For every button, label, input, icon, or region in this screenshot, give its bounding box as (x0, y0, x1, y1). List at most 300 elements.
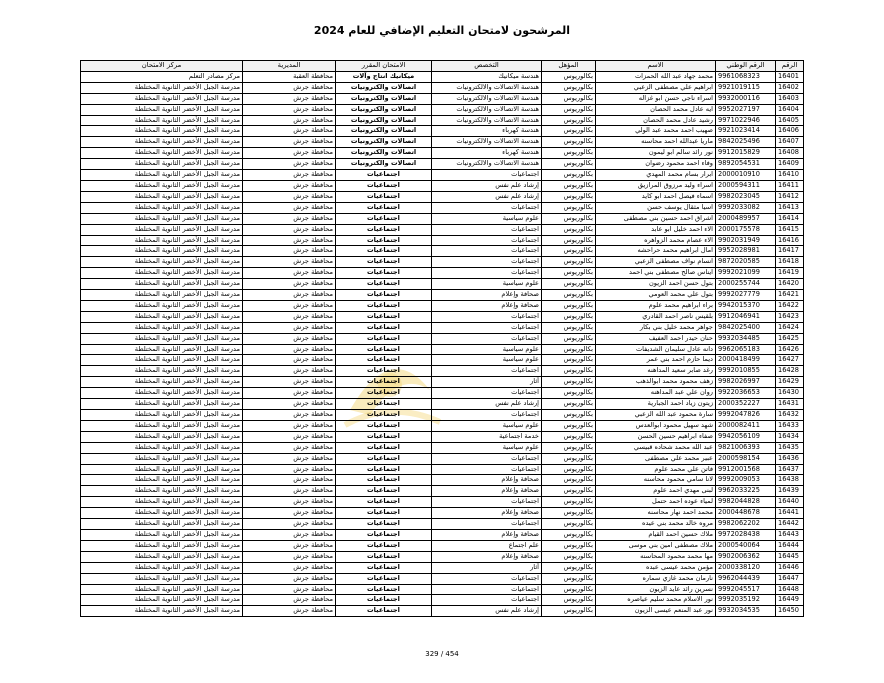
cell-directorate: محافظة جرش (243, 180, 336, 191)
cell-center: مدرسة الجبل الأخضر الثانوية المختلطة (81, 388, 243, 399)
header-specialty: التخصص (432, 61, 542, 72)
cell-num: 16432 (776, 410, 804, 421)
cell-exam: اجتماعيات (336, 279, 432, 290)
cell-center: مدرسة الجبل الأخضر الثانوية المختلطة (81, 573, 243, 584)
cell-specialty: خدمة اجتماعية (432, 431, 542, 442)
cell-exam: اجتماعيات (336, 595, 432, 606)
cell-national-id: 9992045517 (716, 584, 776, 595)
cell-qualification: بكالوريوس (542, 115, 596, 126)
cell-center: مدرسة الجبل الأخضر الثانوية المختلطة (81, 410, 243, 421)
cell-directorate: محافظة جرش (243, 224, 336, 235)
cell-num: 16415 (776, 224, 804, 235)
cell-exam: اجتماعيات (336, 562, 432, 573)
cell-specialty: اجتماعيات (432, 322, 542, 333)
cell-num: 16449 (776, 595, 804, 606)
cell-specialty: صحافة وإعلام (432, 486, 542, 497)
cell-national-id: 2000082411 (716, 420, 776, 431)
cell-center: مدرسة الجبل الأخضر الثانوية المختلطة (81, 551, 243, 562)
cell-national-id: 2000255744 (716, 279, 776, 290)
cell-num: 16434 (776, 431, 804, 442)
cell-qualification: بكالوريوس (542, 104, 596, 115)
cell-exam: اجتماعيات (336, 519, 432, 530)
cell-directorate: محافظة جرش (243, 268, 336, 279)
cell-num: 16440 (776, 497, 804, 508)
cell-qualification: بكالوريوس (542, 486, 596, 497)
cell-name: بتول حسن احمد الزيون (596, 279, 716, 290)
cell-directorate: محافظة جرش (243, 431, 336, 442)
cell-qualification: بكالوريوس (542, 540, 596, 551)
header-name: الاسم (596, 61, 716, 72)
cell-num: 16405 (776, 115, 804, 126)
cell-exam: اجتماعيات (336, 551, 432, 562)
cell-num: 16423 (776, 311, 804, 322)
cell-qualification: بكالوريوس (542, 562, 596, 573)
cell-num: 16442 (776, 519, 804, 530)
cell-national-id: 9992027779 (716, 290, 776, 301)
cell-name: ماريا عبدالله احمد محاسنه (596, 137, 716, 148)
cell-center: مدرسة الجبل الأخضر الثانوية المختلطة (81, 235, 243, 246)
cell-name: نور الاسلام محمد سليم عياصره (596, 595, 716, 606)
cell-qualification: بكالوريوس (542, 257, 596, 268)
cell-center: مركز مصادر التعلم (81, 71, 243, 82)
cell-qualification: بكالوريوس (542, 595, 596, 606)
cell-national-id: 9942015370 (716, 300, 776, 311)
cell-national-id: 9962065183 (716, 344, 776, 355)
header-center: مركز الامتحان (81, 61, 243, 72)
table-row (81, 410, 804, 421)
cell-qualification: بكالوريوس (542, 224, 596, 235)
cell-specialty: آثار (432, 562, 542, 573)
cell-name: اسراء ناجي حسن ابو غزاله (596, 93, 716, 104)
cell-center: مدرسة الجبل الأخضر الثانوية المختلطة (81, 595, 243, 606)
cell-exam: اجتماعيات (336, 224, 432, 235)
cell-qualification: بكالوريوس (542, 180, 596, 191)
cell-directorate: محافظة جرش (243, 355, 336, 366)
cell-directorate: محافظة جرش (243, 606, 336, 617)
cell-num: 16433 (776, 420, 804, 431)
cell-center: مدرسة الجبل الأخضر الثانوية المختلطة (81, 399, 243, 410)
cell-name: عبير محمد علي مصطفى (596, 453, 716, 464)
table-row (81, 300, 804, 311)
cell-specialty: صحافة وإعلام (432, 551, 542, 562)
table-row (81, 180, 804, 191)
cell-num: 16425 (776, 333, 804, 344)
table-row (81, 311, 804, 322)
cell-qualification: بكالوريوس (542, 126, 596, 137)
table-row (81, 170, 804, 181)
cell-center: مدرسة الجبل الأخضر الثانوية المختلطة (81, 497, 243, 508)
cell-center: مدرسة الجبل الأخضر الثانوية المختلطة (81, 180, 243, 191)
cell-num: 16408 (776, 148, 804, 159)
cell-directorate: محافظة جرش (243, 279, 336, 290)
cell-specialty: اجتماعيات (432, 268, 542, 279)
cell-center: مدرسة الجبل الأخضر الثانوية المختلطة (81, 508, 243, 519)
cell-specialty: اجتماعيات (432, 257, 542, 268)
cell-exam: اجتماعيات (336, 529, 432, 540)
cell-specialty: اجتماعيات (432, 366, 542, 377)
cell-num: 16429 (776, 377, 804, 388)
cell-name: دانه عادل سليمان الشديفات (596, 344, 716, 355)
cell-specialty: إرشاد علم نفس (432, 399, 542, 410)
cell-directorate: محافظة جرش (243, 420, 336, 431)
cell-qualification: بكالوريوس (542, 300, 596, 311)
candidates-table (80, 60, 804, 617)
cell-exam: اجتماعيات (336, 322, 432, 333)
cell-qualification: بكالوريوس (542, 410, 596, 421)
table-row (81, 126, 804, 137)
cell-num: 16435 (776, 442, 804, 453)
cell-national-id: 9912046941 (716, 311, 776, 322)
cell-name: اسيا مثقال يوسف حسن (596, 202, 716, 213)
cell-name: زيتون زياد احمد الجبارية (596, 399, 716, 410)
table-row (81, 268, 804, 279)
cell-national-id: 9922036653 (716, 388, 776, 399)
cell-qualification: بكالوريوس (542, 508, 596, 519)
cell-national-id: 9992010855 (716, 366, 776, 377)
cell-name: ابرار بسام محمد المهدي (596, 170, 716, 181)
cell-exam: ميكانيك انتاج وآلات (336, 71, 432, 82)
cell-specialty: صحافة وإعلام (432, 529, 542, 540)
cell-exam: اجتماعيات (336, 235, 432, 246)
cell-name: ايناس صالح مصطفى بني احمد (596, 268, 716, 279)
cell-name: ايه عادل محمد الحصان (596, 104, 716, 115)
cell-directorate: محافظة جرش (243, 322, 336, 333)
cell-directorate: محافظة جرش (243, 93, 336, 104)
cell-exam: اجتماعيات (336, 257, 432, 268)
page-number: 329 / 454 (425, 650, 459, 658)
cell-num: 16450 (776, 606, 804, 617)
cell-qualification: بكالوريوس (542, 290, 596, 301)
cell-specialty: هندسة الاتصالات والالكترونيات (432, 159, 542, 170)
cell-qualification: بكالوريوس (542, 453, 596, 464)
cell-specialty: اجتماعيات (432, 202, 542, 213)
cell-national-id: 9961068323 (716, 71, 776, 82)
table-row (81, 573, 804, 584)
table-row (81, 540, 804, 551)
cell-qualification: بكالوريوس (542, 311, 596, 322)
table-row (81, 453, 804, 464)
cell-national-id: 9982026997 (716, 377, 776, 388)
cell-qualification: بكالوريوس (542, 93, 596, 104)
cell-national-id: 9992035192 (716, 595, 776, 606)
cell-directorate: محافظة جرش (243, 311, 336, 322)
table-row (81, 279, 804, 290)
cell-qualification: بكالوريوس (542, 388, 596, 399)
table-row (81, 137, 804, 148)
cell-directorate: محافظة جرش (243, 410, 336, 421)
cell-name: نارمان محمد غازي سماره (596, 573, 716, 584)
cell-qualification: بكالوريوس (542, 268, 596, 279)
cell-center: مدرسة الجبل الأخضر الثانوية المختلطة (81, 584, 243, 595)
header-num: الرقم (776, 61, 804, 72)
table-row (81, 93, 804, 104)
cell-directorate: محافظة جرش (243, 170, 336, 181)
table-header-row (81, 61, 804, 72)
cell-qualification: بكالوريوس (542, 584, 596, 595)
cell-name: بلقيس ناصر احمد القادري (596, 311, 716, 322)
cell-directorate: محافظة جرش (243, 562, 336, 573)
cell-center: مدرسة الجبل الأخضر الثانوية المختلطة (81, 213, 243, 224)
table-row (81, 606, 804, 617)
cell-directorate: محافظة جرش (243, 126, 336, 137)
cell-center: مدرسة الجبل الأخضر الثانوية المختلطة (81, 311, 243, 322)
cell-exam: اجتماعيات (336, 584, 432, 595)
cell-center: مدرسة الجبل الأخضر الثانوية المختلطة (81, 377, 243, 388)
cell-exam: اتصالات والكترونيات (336, 137, 432, 148)
cell-center: مدرسة الجبل الأخضر الثانوية المختلطة (81, 300, 243, 311)
cell-specialty: اجتماعيات (432, 170, 542, 181)
cell-exam: اجتماعيات (336, 573, 432, 584)
table-row (81, 224, 804, 235)
cell-center: مدرسة الجبل الأخضر الثانوية المختلطة (81, 224, 243, 235)
cell-qualification: بكالوريوس (542, 148, 596, 159)
table-row (81, 508, 804, 519)
cell-name: رغد صابر سعيد المداهنه (596, 366, 716, 377)
cell-directorate: محافظة جرش (243, 486, 336, 497)
cell-specialty: اجتماعيات (432, 595, 542, 606)
table-row (81, 551, 804, 562)
cell-national-id: 2000175578 (716, 224, 776, 235)
cell-specialty: علوم سياسية (432, 279, 542, 290)
cell-center: مدرسة الجبل الأخضر الثانوية المختلطة (81, 355, 243, 366)
cell-num: 16406 (776, 126, 804, 137)
cell-name: براء ابراهيم محمد علوم (596, 300, 716, 311)
cell-qualification: بكالوريوس (542, 399, 596, 410)
cell-num: 16402 (776, 82, 804, 93)
cell-qualification: بكالوريوس (542, 497, 596, 508)
cell-name: ملاك حسين احمد القيام (596, 529, 716, 540)
cell-national-id: 9902031949 (716, 235, 776, 246)
cell-national-id: 9902006362 (716, 551, 776, 562)
cell-specialty: اجتماعيات (432, 388, 542, 399)
cell-name: محمد جهاد عبد الله الحمزات (596, 71, 716, 82)
cell-name: لمياء عوده احمد حتمل (596, 497, 716, 508)
cell-specialty: هندسة ميكانيك (432, 71, 542, 82)
cell-qualification: بكالوريوس (542, 464, 596, 475)
cell-national-id: 9921019115 (716, 82, 776, 93)
cell-specialty: اجتماعيات (432, 573, 542, 584)
table-row (81, 595, 804, 606)
cell-center: مدرسة الجبل الأخضر الثانوية المختلطة (81, 606, 243, 617)
cell-name: انسام نواف مصطفى الزعبي (596, 257, 716, 268)
cell-num: 16411 (776, 180, 804, 191)
table-row (81, 584, 804, 595)
cell-center: مدرسة الجبل الأخضر الثانوية المختلطة (81, 148, 243, 159)
cell-qualification: بكالوريوس (542, 355, 596, 366)
cell-specialty: علوم سياسية (432, 213, 542, 224)
cell-national-id: 9921023414 (716, 126, 776, 137)
cell-qualification: بكالوريوس (542, 322, 596, 333)
cell-national-id: 2000489957 (716, 213, 776, 224)
cell-qualification: بكالوريوس (542, 213, 596, 224)
cell-qualification: بكالوريوس (542, 202, 596, 213)
cell-center: مدرسة الجبل الأخضر الثانوية المختلطة (81, 562, 243, 573)
cell-national-id: 9992047826 (716, 410, 776, 421)
table-row (81, 562, 804, 573)
table-row (81, 257, 804, 268)
cell-specialty: علم اجتماع (432, 540, 542, 551)
cell-qualification: بكالوريوس (542, 235, 596, 246)
table-row (81, 355, 804, 366)
page-title: المرشحون لامتحان التعليم الإضافي للعام 2024 (313, 24, 571, 37)
cell-national-id: 9952028981 (716, 246, 776, 257)
cell-directorate: محافظة جرش (243, 551, 336, 562)
cell-directorate: محافظة جرش (243, 508, 336, 519)
cell-name: صهيب احمد محمد عبد الولي (596, 126, 716, 137)
cell-exam: اجتماعيات (336, 311, 432, 322)
cell-num: 16426 (776, 344, 804, 355)
cell-center: مدرسة الجبل الأخضر الثانوية المختلطة (81, 344, 243, 355)
table-row (81, 104, 804, 115)
table-row (81, 519, 804, 530)
cell-national-id: 2000010910 (716, 170, 776, 181)
cell-national-id: 9932034485 (716, 333, 776, 344)
cell-exam: اجتماعيات (336, 420, 432, 431)
cell-center: مدرسة الجبل الأخضر الثانوية المختلطة (81, 257, 243, 268)
cell-num: 16438 (776, 475, 804, 486)
cell-num: 16403 (776, 93, 804, 104)
cell-national-id: 9982044828 (716, 497, 776, 508)
cell-national-id: 9962044439 (716, 573, 776, 584)
cell-num: 16437 (776, 464, 804, 475)
cell-directorate: محافظة جرش (243, 519, 336, 530)
cell-num: 16416 (776, 235, 804, 246)
cell-directorate: محافظة جرش (243, 148, 336, 159)
cell-specialty: إرشاد علم نفس (432, 191, 542, 202)
cell-national-id: 2000540064 (716, 540, 776, 551)
cell-exam: اجتماعيات (336, 202, 432, 213)
cell-name: رشيد عادل محمد الحصان (596, 115, 716, 126)
cell-directorate: محافظة جرش (243, 202, 336, 213)
cell-national-id: 9842025400 (716, 322, 776, 333)
cell-national-id: 9892054531 (716, 159, 776, 170)
cell-num: 16404 (776, 104, 804, 115)
cell-qualification: بكالوريوس (542, 475, 596, 486)
table-row (81, 71, 804, 82)
cell-num: 16401 (776, 71, 804, 82)
table-row (81, 148, 804, 159)
cell-directorate: محافظة جرش (243, 104, 336, 115)
table-row (81, 388, 804, 399)
cell-center: مدرسة الجبل الأخضر الثانوية المختلطة (81, 290, 243, 301)
cell-qualification: بكالوريوس (542, 170, 596, 181)
cell-specialty: صحافة وإعلام (432, 300, 542, 311)
cell-specialty: إرشاد علم نفس (432, 606, 542, 617)
cell-center: مدرسة الجبل الأخضر الثانوية المختلطة (81, 464, 243, 475)
cell-num: 16430 (776, 388, 804, 399)
cell-national-id: 2000418499 (716, 355, 776, 366)
table-row (81, 431, 804, 442)
table-row (81, 246, 804, 257)
cell-num: 16412 (776, 191, 804, 202)
table-row (81, 486, 804, 497)
cell-qualification: بكالوريوس (542, 529, 596, 540)
cell-national-id: 2000338120 (716, 562, 776, 573)
cell-name: لبنى مهدي احمد علوم (596, 486, 716, 497)
cell-directorate: محافظة جرش (243, 257, 336, 268)
cell-name: امال ابراهيم محمد حراحشه (596, 246, 716, 257)
cell-name: اسراء وليد مرزوق المرازيق (596, 180, 716, 191)
cell-num: 16419 (776, 268, 804, 279)
cell-specialty: اجتماعيات (432, 497, 542, 508)
cell-center: مدرسة الجبل الأخضر الثانوية المختلطة (81, 115, 243, 126)
table-row (81, 442, 804, 453)
cell-national-id: 9971022946 (716, 115, 776, 126)
table-row (81, 82, 804, 93)
cell-num: 16441 (776, 508, 804, 519)
cell-center: مدرسة الجبل الأخضر الثانوية المختلطة (81, 82, 243, 93)
cell-specialty: علوم سياسية (432, 420, 542, 431)
cell-center: مدرسة الجبل الأخضر الثانوية المختلطة (81, 442, 243, 453)
cell-qualification: بكالوريوس (542, 246, 596, 257)
cell-specialty: هندسة الاتصالات والالكترونيات (432, 137, 542, 148)
cell-national-id: 2000352227 (716, 399, 776, 410)
cell-num: 16427 (776, 355, 804, 366)
cell-name: الاء عصام محمد الزواهره (596, 235, 716, 246)
cell-num: 16414 (776, 213, 804, 224)
cell-center: مدرسة الجبل الأخضر الثانوية المختلطة (81, 475, 243, 486)
cell-qualification: بكالوريوس (542, 442, 596, 453)
cell-name: صفاء ابراهيم حسين الحسن (596, 431, 716, 442)
header-national-id: الرقم الوطني (716, 61, 776, 72)
cell-name: اسماء فيصل احمد ابو كايد (596, 191, 716, 202)
cell-num: 16420 (776, 279, 804, 290)
cell-num: 16407 (776, 137, 804, 148)
table-row (81, 475, 804, 486)
cell-exam: اتصالات والكترونيات (336, 93, 432, 104)
cell-national-id: 9982023045 (716, 191, 776, 202)
cell-specialty: اجتماعيات (432, 464, 542, 475)
cell-name: اشراق احمد حسين بني مصطفى (596, 213, 716, 224)
cell-name: الاء احمد خليل ابو عابد (596, 224, 716, 235)
table-row (81, 333, 804, 344)
cell-center: مدرسة الجبل الأخضر الثانوية المختلطة (81, 486, 243, 497)
cell-specialty: علوم سياسية (432, 344, 542, 355)
cell-name: ملاك مصطفى امين بني موسى (596, 540, 716, 551)
cell-center: مدرسة الجبل الأخضر الثانوية المختلطة (81, 170, 243, 181)
cell-exam: اجتماعيات (336, 486, 432, 497)
table-row (81, 377, 804, 388)
table-row (81, 420, 804, 431)
cell-specialty: هندسة الاتصالات والالكترونيات (432, 82, 542, 93)
cell-specialty: اجتماعيات (432, 453, 542, 464)
header-exam: الامتحان المقرر (336, 61, 432, 72)
cell-national-id: 9992021099 (716, 268, 776, 279)
cell-national-id: 9932034535 (716, 606, 776, 617)
cell-center: مدرسة الجبل الأخضر الثانوية المختلطة (81, 126, 243, 137)
table-row (81, 399, 804, 410)
table-row (81, 115, 804, 126)
cell-center: مدرسة الجبل الأخضر الثانوية المختلطة (81, 159, 243, 170)
cell-name: نسرين رائد عايد الزيون (596, 584, 716, 595)
cell-num: 16448 (776, 584, 804, 595)
cell-name: ابراهيم علي مصطفى الزعبي (596, 82, 716, 93)
cell-exam: اجتماعيات (336, 606, 432, 617)
cell-name: حنان حيدر احمد العفيف (596, 333, 716, 344)
cell-specialty: اجتماعيات (432, 235, 542, 246)
cell-center: مدرسة الجبل الأخضر الثانوية المختلطة (81, 519, 243, 530)
cell-specialty: اجتماعيات (432, 410, 542, 421)
cell-qualification: بكالوريوس (542, 191, 596, 202)
cell-national-id: 9912001568 (716, 464, 776, 475)
cell-name: بتول علي محمد العومي (596, 290, 716, 301)
cell-specialty: هندسة الاتصالات والالكترونيات (432, 104, 542, 115)
cell-directorate: محافظة جرش (243, 159, 336, 170)
cell-specialty: اجتماعيات (432, 246, 542, 257)
cell-exam: اجتماعيات (336, 442, 432, 453)
cell-specialty: صحافة وإعلام (432, 475, 542, 486)
cell-national-id: 9992009053 (716, 475, 776, 486)
